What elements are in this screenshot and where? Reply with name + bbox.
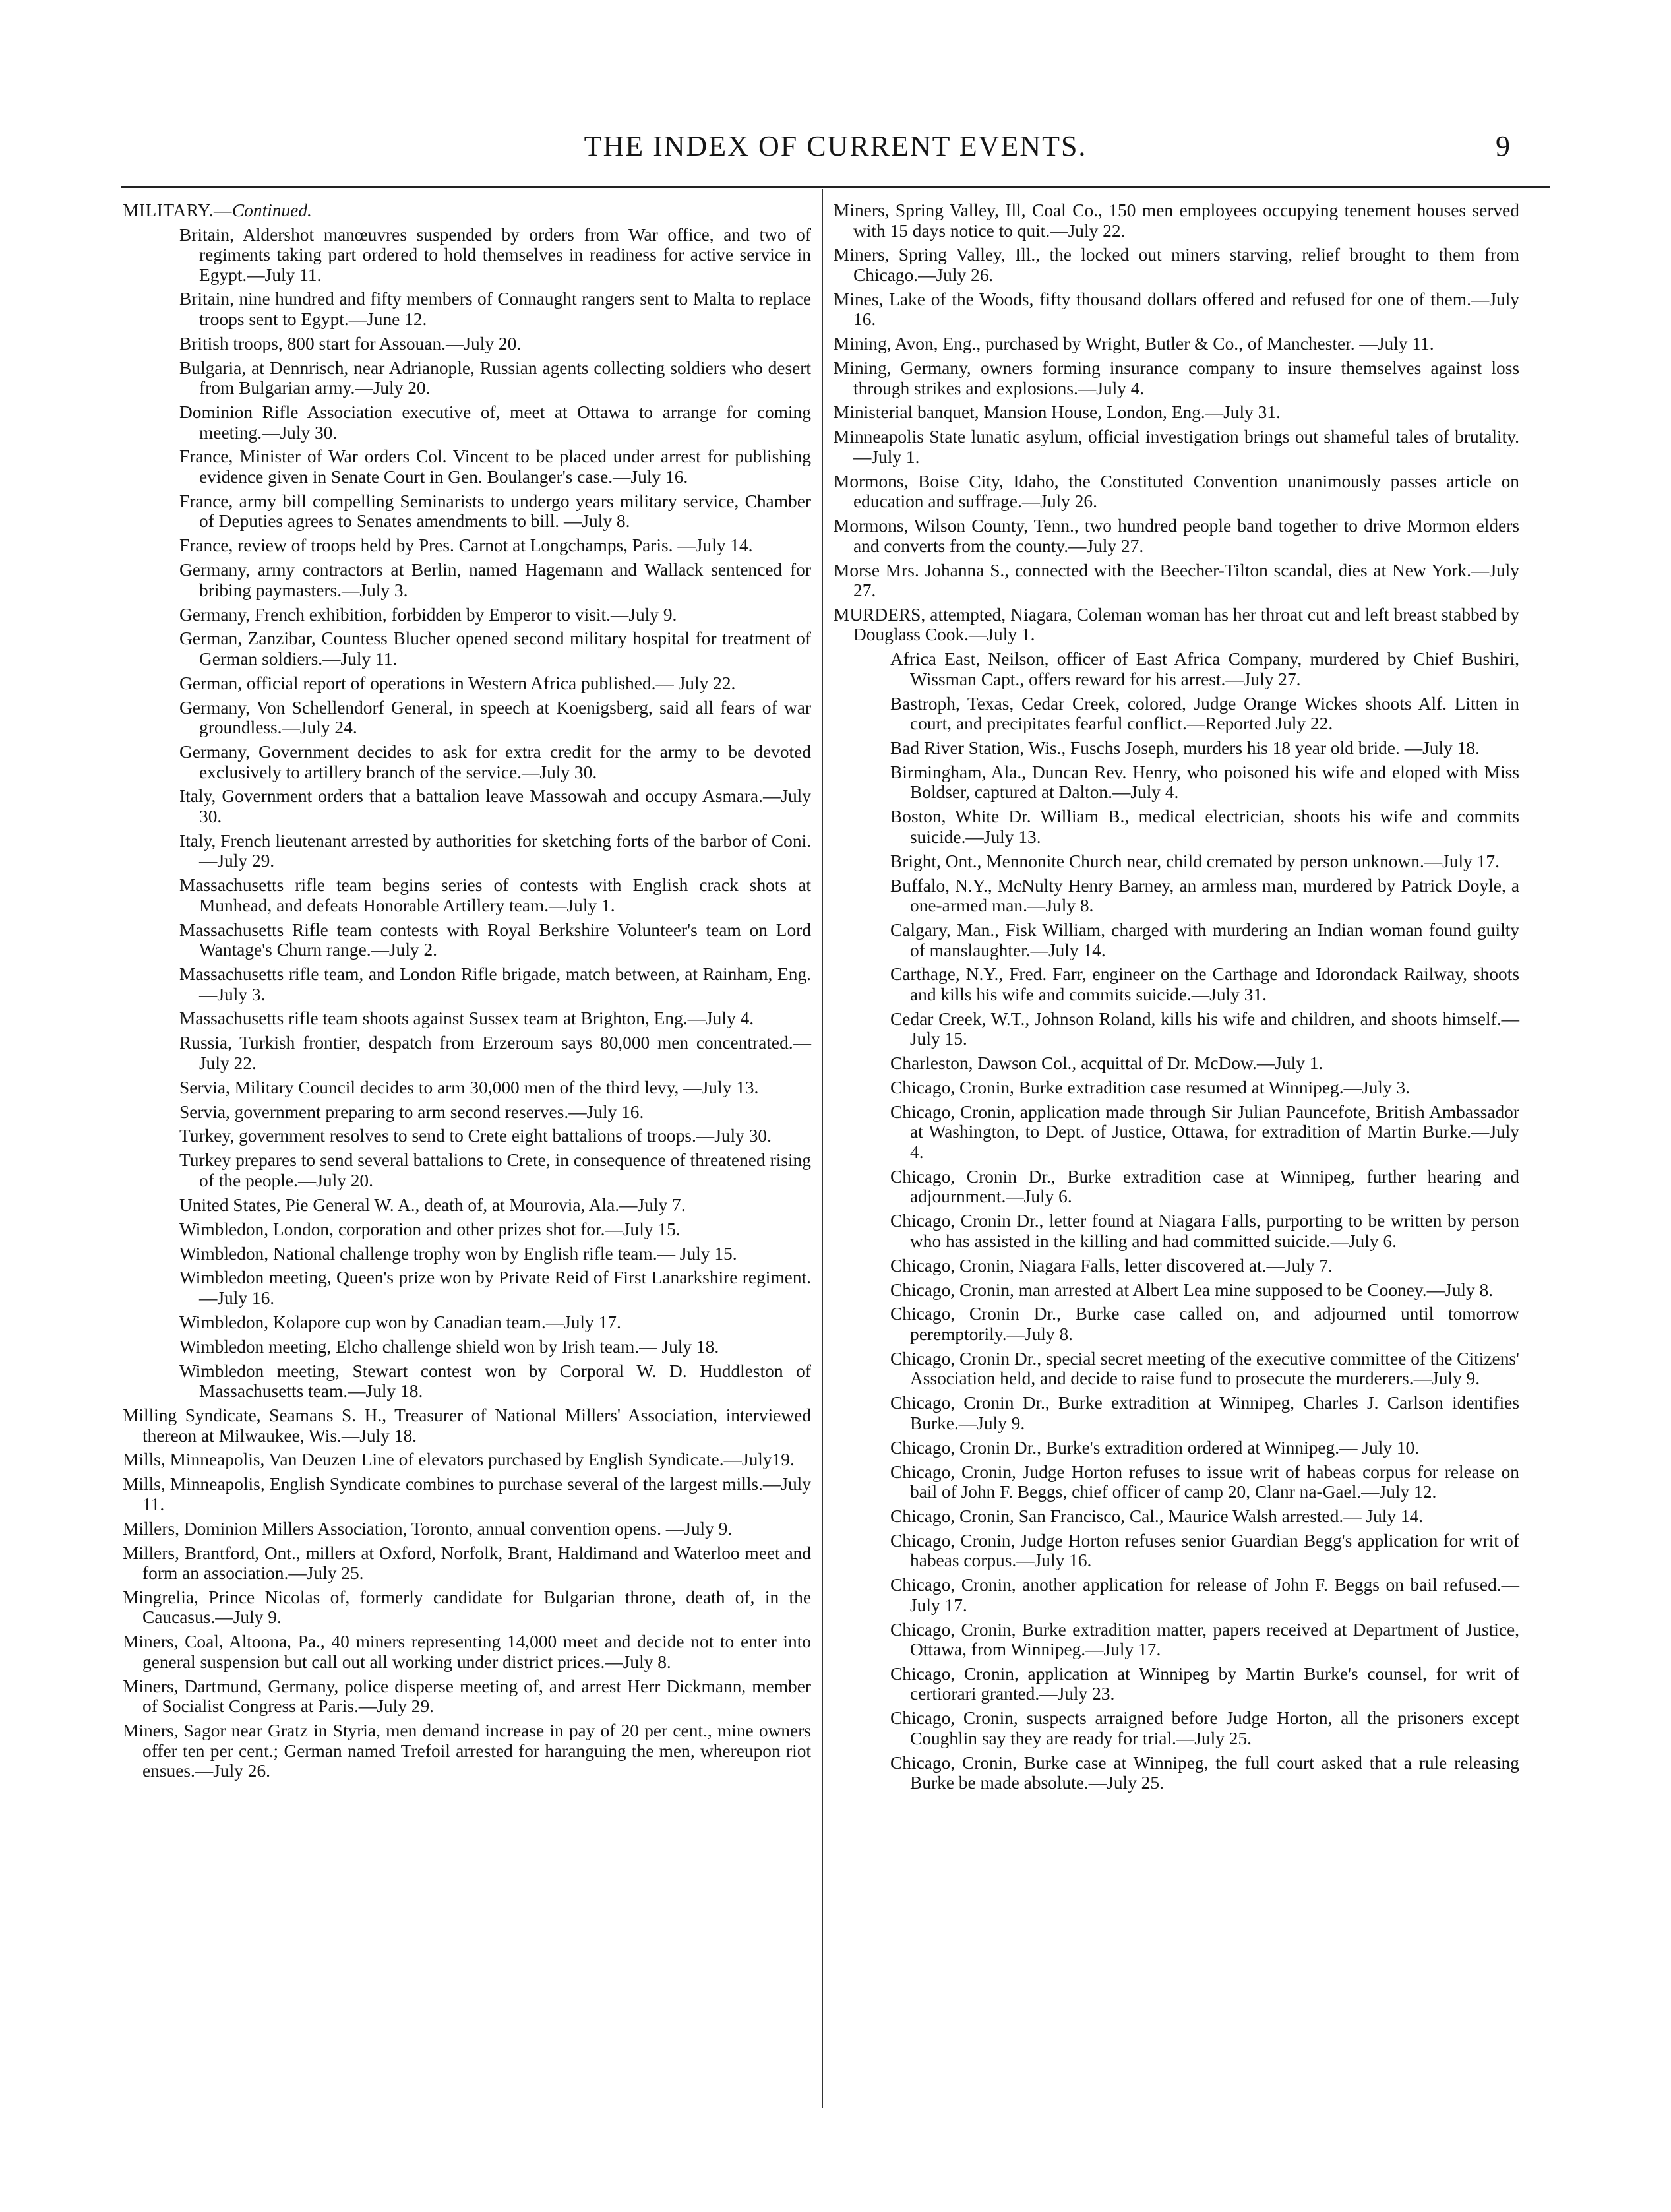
index-entry <box>123 605 811 625</box>
index-entry <box>834 1349 1519 1389</box>
index-entry-text: Servia, Military Council decides to arm 30,000 men of the third levy, —July 13. <box>179 1077 759 1097</box>
index-entry-text: Italy, French lieutenant arrested by authorities for sketching forts of the barbor of Coni.—July 29. <box>179 830 811 871</box>
index-entry-text: Massachusetts rifle team begins series of contests with English crack shots at Munhead, and defeats Honorable Artillery team.—July 1. <box>179 875 811 915</box>
index-entry <box>834 738 1519 758</box>
index-entry <box>834 1211 1519 1251</box>
index-entry <box>123 875 811 915</box>
index-entry <box>123 1008 811 1029</box>
index-entry <box>123 560 811 600</box>
index-entry-text: German, Zanzibar, Countess Blucher opened second military hospital for treatment of German soldiers.—July 11. <box>179 629 811 669</box>
index-entry-text: Chicago, Cronin Dr., Burke case called on, and adjourned until tomorrow peremptorily.—July 8. <box>890 1304 1519 1344</box>
miners-mormons-entries <box>834 200 1519 601</box>
index-entry <box>123 1219 811 1240</box>
index-entry <box>834 649 1519 689</box>
index-entry-text: Chicago, Cronin, application made through Sir Julian Pauncefote, British Ambassador at Washington, to Dept. of Justice, Ottawa, for extradition of Martin Burke.—July 4. <box>890 1101 1519 1162</box>
index-entry <box>834 1708 1519 1748</box>
right-column <box>834 200 1519 1797</box>
index-entry <box>834 1620 1519 1660</box>
index-entry: Miners, Spring Valley, Ill, Coal Co., 150 men employees occupying tenement houses served with 15 days notice to quit.—July 22. <box>834 200 1519 241</box>
index-entry <box>123 1268 811 1308</box>
index-entry <box>834 1531 1519 1571</box>
index-entry <box>123 673 811 694</box>
index-entry-text: Wimbledon, London, corporation and other prizes shot for.—July 15. <box>179 1219 681 1239</box>
index-entry: Millers, Brantford, Ont., millers at Oxford, Norfolk, Brant, Haldimand and Waterloo meet and form an association.—July 25. <box>123 1543 811 1583</box>
index-entry-text: Massachusetts rifle team, and London Rifle brigade, match between, at Rainham, Eng.—July 3. <box>179 964 811 1004</box>
mills-miners-entries <box>123 1405 811 1781</box>
index-entry <box>123 402 811 443</box>
index-entry: Miners, Spring Valley, Ill., the locked out miners starving, relief brought to them from Chicago.—July 26. <box>834 245 1519 285</box>
index-entry: Ministerial banquet, Mansion House, London, Eng.—July 31. <box>834 402 1281 423</box>
index-entry-text: Cedar Creek, W.T., Johnson Roland, kills his wife and children, and shoots himself.—July 15. <box>890 1008 1519 1049</box>
index-entry-text: Wimbledon meeting, Queen's prize won by Private Reid of First Lanarkshire regiment.—July 16. <box>179 1268 811 1308</box>
index-entry-text: Russia, Turkish frontier, despatch from Erzeroum says 80,000 men concentrated.—July 22. <box>179 1033 811 1073</box>
index-entry-text: Germany, army contractors at Berlin, named Hagemann and Wallack sentenced for bribing paymasters.—July 3. <box>179 560 811 600</box>
index-entry: Miners, Coal, Altoona, Pa., 40 miners representing 14,000 meet and decide not to enter into general suspension but call out all working under district prices.—July 8. <box>123 1632 811 1672</box>
index-entry <box>123 1361 811 1401</box>
index-entry-text: Boston, White Dr. William B., medical electrician, shoots his wife and commits suicide.—July 13. <box>890 807 1519 847</box>
index-entry-text: Africa East, Neilson, officer of East Africa Company, murdered by Chief Bushiri, Wissman Capt., offers reward for his arrest.—July 27. <box>890 649 1519 689</box>
index-entry-text: Turkey, government resolves to send to Crete eight battalions of troops.—July 30. <box>179 1126 772 1146</box>
index-entry: Mills, Minneapolis, Van Deuzen Line of elevators purchased by English Syndicate.—July19. <box>123 1450 795 1470</box>
index-entry-text: Chicago, Cronin, Burke extradition matter, papers received at Department of Justice, Ottawa, from Winnipeg.—July 17. <box>890 1619 1519 1660</box>
index-entry <box>123 1244 811 1264</box>
index-entry <box>123 536 811 556</box>
index-entry-text: Massachusetts rifle team shoots against Sussex team at Brighton, Eng.—July 4. <box>179 1008 754 1029</box>
left-column <box>123 200 811 1785</box>
index-entry-text: Turkey prepares to send several battalions to Crete, in consequence of threatened rising of the people.—July 20. <box>179 1150 811 1190</box>
index-entry-text: Wimbledon, Kolapore cup won by Canadian team.—July 17. <box>179 1312 621 1332</box>
index-entry-text: Chicago, Cronin Dr., special secret meeting of the executive committee of the Citizens' Association held, and decide to raise fund to prosecute the murderers.—July 9. <box>890 1348 1519 1389</box>
index-entry-text: Wimbledon, National challenge trophy won by English rifle team.— July 15. <box>179 1243 737 1264</box>
index-entry <box>834 1304 1519 1344</box>
index-entry <box>123 1195 811 1215</box>
header-rule <box>121 186 1550 188</box>
index-entry <box>834 1009 1519 1049</box>
index-entry: Mingrelia, Prince Nicolas of, formerly candidate for Bulgarian throne, death of, in the Caucasus.—July 9. <box>123 1587 811 1628</box>
index-entry: Mormons, Wilson County, Tenn., two hundred people band together to drive Mormon elders and converts from the county.—July 27. <box>834 516 1519 556</box>
index-entry <box>834 1753 1519 1793</box>
index-entry: Miners, Sagor near Gratz in Styria, men demand increase in pay of 20 per cent., mine owners offer ten per cent.; German named Trefoil arrested for haranguing the men, whereupon riot ensues.—July 26. <box>123 1721 811 1781</box>
index-entry <box>834 1078 1519 1098</box>
page-title: THE INDEX OF CURRENT EVENTS. <box>584 130 1087 162</box>
index-entry <box>123 742 811 782</box>
index-entry-text: Italy, Government orders that a battalion leave Massowah and occupy Asmara.—July 30. <box>179 786 811 826</box>
index-entry <box>123 289 811 329</box>
murders-entries <box>834 649 1519 1793</box>
index-entry <box>123 1312 811 1333</box>
index-entry <box>123 1150 811 1190</box>
page-header <box>0 129 1671 175</box>
index-entry <box>834 1053 1519 1074</box>
index-entry <box>834 851 1519 872</box>
index-entry: Morse Mrs. Johanna S., connected with the Beecher-Tilton scandal, dies at New York.—July 27. <box>834 560 1519 601</box>
index-entry-text: Buffalo, N.Y., McNulty Henry Barney, an armless man, murdered by Patrick Doyle, a one-armed man.—July 8. <box>890 875 1519 916</box>
index-entry-text: Britain, nine hundred and fifty members of Connaught rangers sent to Malta to replace troops sent to Egypt.—June 12. <box>179 289 811 329</box>
index-entry <box>834 694 1519 734</box>
index-entry-text: Bad River Station, Wis., Fuschs Joseph, murders his 18 year old bride. —July 18. <box>890 738 1480 758</box>
index-entry <box>834 920 1519 960</box>
index-entry-text: Chicago, Cronin, suspects arraigned before Judge Horton, all the prisoners except Coughlin say they are ready for trial.—July 25. <box>890 1708 1519 1748</box>
murders-heading-entry: MURDERS, attempted, Niagara, Coleman woman has her throat cut and left breast stabbed by Douglass Cook.—July 1. <box>834 604 1519 645</box>
index-entry <box>834 1256 1519 1276</box>
index-entry-text: Britain, Aldershot manœuvres suspended by orders from War office, and two of regiments taking part ordered to hold themselves in readiness for active service in Egypt.—July 11. <box>179 224 811 285</box>
index-entry <box>123 698 811 738</box>
index-entry-text: Bastroph, Texas, Cedar Creek, colored, Judge Orange Wickes shoots Alf. Litten in court, and precipitates fearful conflict.—Reported July 22. <box>890 693 1519 734</box>
index-entry <box>123 358 811 398</box>
index-entry <box>834 876 1519 916</box>
index-entry-text: Germany, Government decides to ask for extra credit for the army to be devoted exclusively to artillery branch of the service.—July 30. <box>179 742 811 782</box>
index-entry-text: France, army bill compelling Seminarists to undergo years military service, Chamber of Deputies agrees to Senates amendments to bill. —July 8. <box>179 491 811 532</box>
index-entry <box>123 1033 811 1073</box>
index-entry-text: Chicago, Cronin Dr., Burke extradition at Winnipeg, Charles J. Carlson identifies Burke.—July 9. <box>890 1393 1519 1433</box>
index-entry <box>834 964 1519 1004</box>
index-entry <box>834 1664 1519 1704</box>
index-entry: Mormons, Boise City, Idaho, the Constituted Convention unanimously passes article on education and suffrage.—July 26. <box>834 471 1519 512</box>
index-entry-text: Chicago, Cronin, Judge Horton refuses senior Guardian Begg's application for writ of habeas corpus.—July 16. <box>890 1530 1519 1571</box>
index-entry-text: Chicago, Cronin, man arrested at Albert Lea mine supposed to be Cooney.—July 8. <box>890 1279 1494 1300</box>
page-number: 9 <box>1496 130 1510 162</box>
index-entry <box>834 1102 1519 1163</box>
index-entry-text: Charleston, Dawson Col., acquittal of Dr. McDow.—July 1. <box>890 1053 1323 1074</box>
index-entry <box>834 1575 1519 1615</box>
index-entry <box>834 1393 1519 1433</box>
index-entry <box>123 831 811 871</box>
index-entry <box>834 1438 1519 1458</box>
index-entry <box>123 1126 811 1146</box>
index-entry-text: Chicago, Cronin, another application for release of John F. Beggs on bail refused.—July 17. <box>890 1575 1519 1615</box>
index-entry-text: British troops, 800 start for Assouan.—July 20. <box>179 333 522 353</box>
index-entry-text: Germany, French exhibition, forbidden by Emperor to visit.—July 9. <box>179 604 677 625</box>
index-entry <box>123 1102 811 1122</box>
index-entry <box>834 1462 1519 1502</box>
index-entry <box>123 920 811 960</box>
index-entry-text: France, Minister of War orders Col. Vincent to be placed under arrest for publishing evidence given in Senate Court in Gen. Boulanger's case.—July 16. <box>179 446 811 487</box>
index-entry-text: Birmingham, Ala., Duncan Rev. Henry, who poisoned his wife and eloped with Miss Boldser, captured at Dalton.—July 4. <box>890 762 1519 803</box>
index-entry-text: Calgary, Man., Fisk William, charged with murdering an Indian woman found guilty of manslaughter.—July 14. <box>890 920 1519 960</box>
index-entry: Mines, Lake of the Woods, fifty thousand dollars offered and refused for one of them.—July 16. <box>834 289 1519 330</box>
index-entry: Millers, Dominion Millers Association, Toronto, annual convention opens. —July 9. <box>123 1518 733 1539</box>
index-entry-text: Wimbledon meeting, Elcho challenge shield won by Irish team.— July 18. <box>179 1336 719 1357</box>
column-divider <box>822 189 823 2108</box>
index-entry <box>834 1506 1519 1527</box>
index-entry-text: Chicago, Cronin, Niagara Falls, letter discovered at.—July 7. <box>890 1255 1333 1275</box>
index-entry-text: Wimbledon meeting, Stewart contest won by Corporal W. D. Huddleston of Massachusetts team.—July 18. <box>179 1361 811 1401</box>
index-entry-text: Dominion Rifle Association executive of, meet at Ottawa to arrange for coming meeting.—July 30. <box>179 402 811 443</box>
index-entry-text: France, review of troops held by Pres. Carnot at Longchamps, Paris. —July 14. <box>179 536 753 556</box>
index-entry: Mills, Minneapolis, English Syndicate combines to purchase several of the largest mills.—July 11. <box>123 1474 811 1514</box>
index-entry: Mining, Germany, owners forming insurance company to insure themselves against loss through strikes and explosions.—July 4. <box>834 358 1519 398</box>
index-entry-text: United States, Pie General W. A., death of, at Mourovia, Ala.—July 7. <box>179 1194 686 1215</box>
index-entry-text: Chicago, Cronin Dr., Burke extradition case at Winnipeg, further hearing and adjournment.—July 6. <box>890 1166 1519 1207</box>
index-entry <box>123 629 811 669</box>
index-entry-text: Chicago, Cronin Dr., letter found at Niagara Falls, purporting to be written by person who has assisted in the killing and had committed suicide.—July 6. <box>890 1211 1519 1251</box>
index-entry-text: German, official report of operations in Western Africa published.— July 22. <box>179 673 736 693</box>
index-entry <box>123 491 811 532</box>
index-entry-text: Chicago, Cronin, application at Winnipeg by Martin Burke's counsel, for writ of certiorari granted.—July 23. <box>890 1663 1519 1704</box>
index-entry: Mining, Avon, Eng., purchased by Wright, Butler & Co., of Manchester. —July 11. <box>834 334 1434 354</box>
index-entry <box>123 446 811 487</box>
index-entry: Milling Syndicate, Seamans S. H., Treasurer of National Millers' Association, interviewed thereon at Milwaukee, Wis.—July 18. <box>123 1405 811 1446</box>
index-entry <box>834 1167 1519 1207</box>
index-entry <box>123 786 811 826</box>
index-entry <box>834 807 1519 847</box>
index-entry-text: Carthage, N.Y., Fred. Farr, engineer on the Carthage and Idorondack Railway, shoots and kills his wife and commits suicide.—July 31. <box>890 964 1519 1004</box>
index-entry-text: Bulgaria, at Dennrisch, near Adrianople, Russian agents collecting soldiers who desert from Bulgarian army.—July 20. <box>179 357 811 398</box>
index-entry-text: Massachusetts Rifle team contests with Royal Berkshire Volunteer's team on Lord Wantage's Churn range.—July 2. <box>179 919 811 960</box>
index-entry: Miners, Dartmund, Germany, police disperse meeting of, and arrest Herr Dickmann, member of Socialist Congress at Paris.—July 29. <box>123 1676 811 1717</box>
index-entry-text: Chicago, Cronin, Burke case at Winnipeg, the full court asked that a rule releasing Burke be made absolute.—July 25. <box>890 1752 1519 1793</box>
section-heading-military: MILITARY.—Continued. <box>123 200 312 220</box>
index-entry-text: Chicago, Cronin, Judge Horton refuses to issue writ of habeas corpus for release on bail of John F. Beggs, chief officer of camp 20, Clanr na-Gael.—July 12. <box>890 1461 1519 1502</box>
index-entry <box>123 334 811 354</box>
index-entry-text: Servia, government preparing to arm second reserves.—July 16. <box>179 1101 644 1122</box>
index-entry <box>834 1280 1519 1301</box>
index-entry-text: Chicago, Cronin, Burke extradition case resumed at Winnipeg.—July 3. <box>890 1078 1410 1098</box>
index-entry <box>123 964 811 1004</box>
index-entry <box>123 1337 811 1357</box>
index-entry-text: Germany, Von Schellendorf General, in speech at Koenigsberg, said all fears of war groundless.—July 24. <box>179 697 811 738</box>
index-entry-text: Bright, Ont., Mennonite Church near, child cremated by person unknown.—July 17. <box>890 851 1500 871</box>
military-entries <box>123 225 811 1401</box>
index-entry-text: Chicago, Cronin Dr., Burke's extradition ordered at Winnipeg.— July 10. <box>890 1437 1420 1458</box>
index-entry <box>123 225 811 286</box>
index-entry <box>834 762 1519 803</box>
index-entry-text: Chicago, Cronin, San Francisco, Cal., Maurice Walsh arrested.— July 14. <box>890 1506 1424 1526</box>
index-entry: Minneapolis State lunatic asylum, official investigation brings out shameful tales of brutality.—July 1. <box>834 427 1519 467</box>
index-entry <box>123 1078 811 1098</box>
